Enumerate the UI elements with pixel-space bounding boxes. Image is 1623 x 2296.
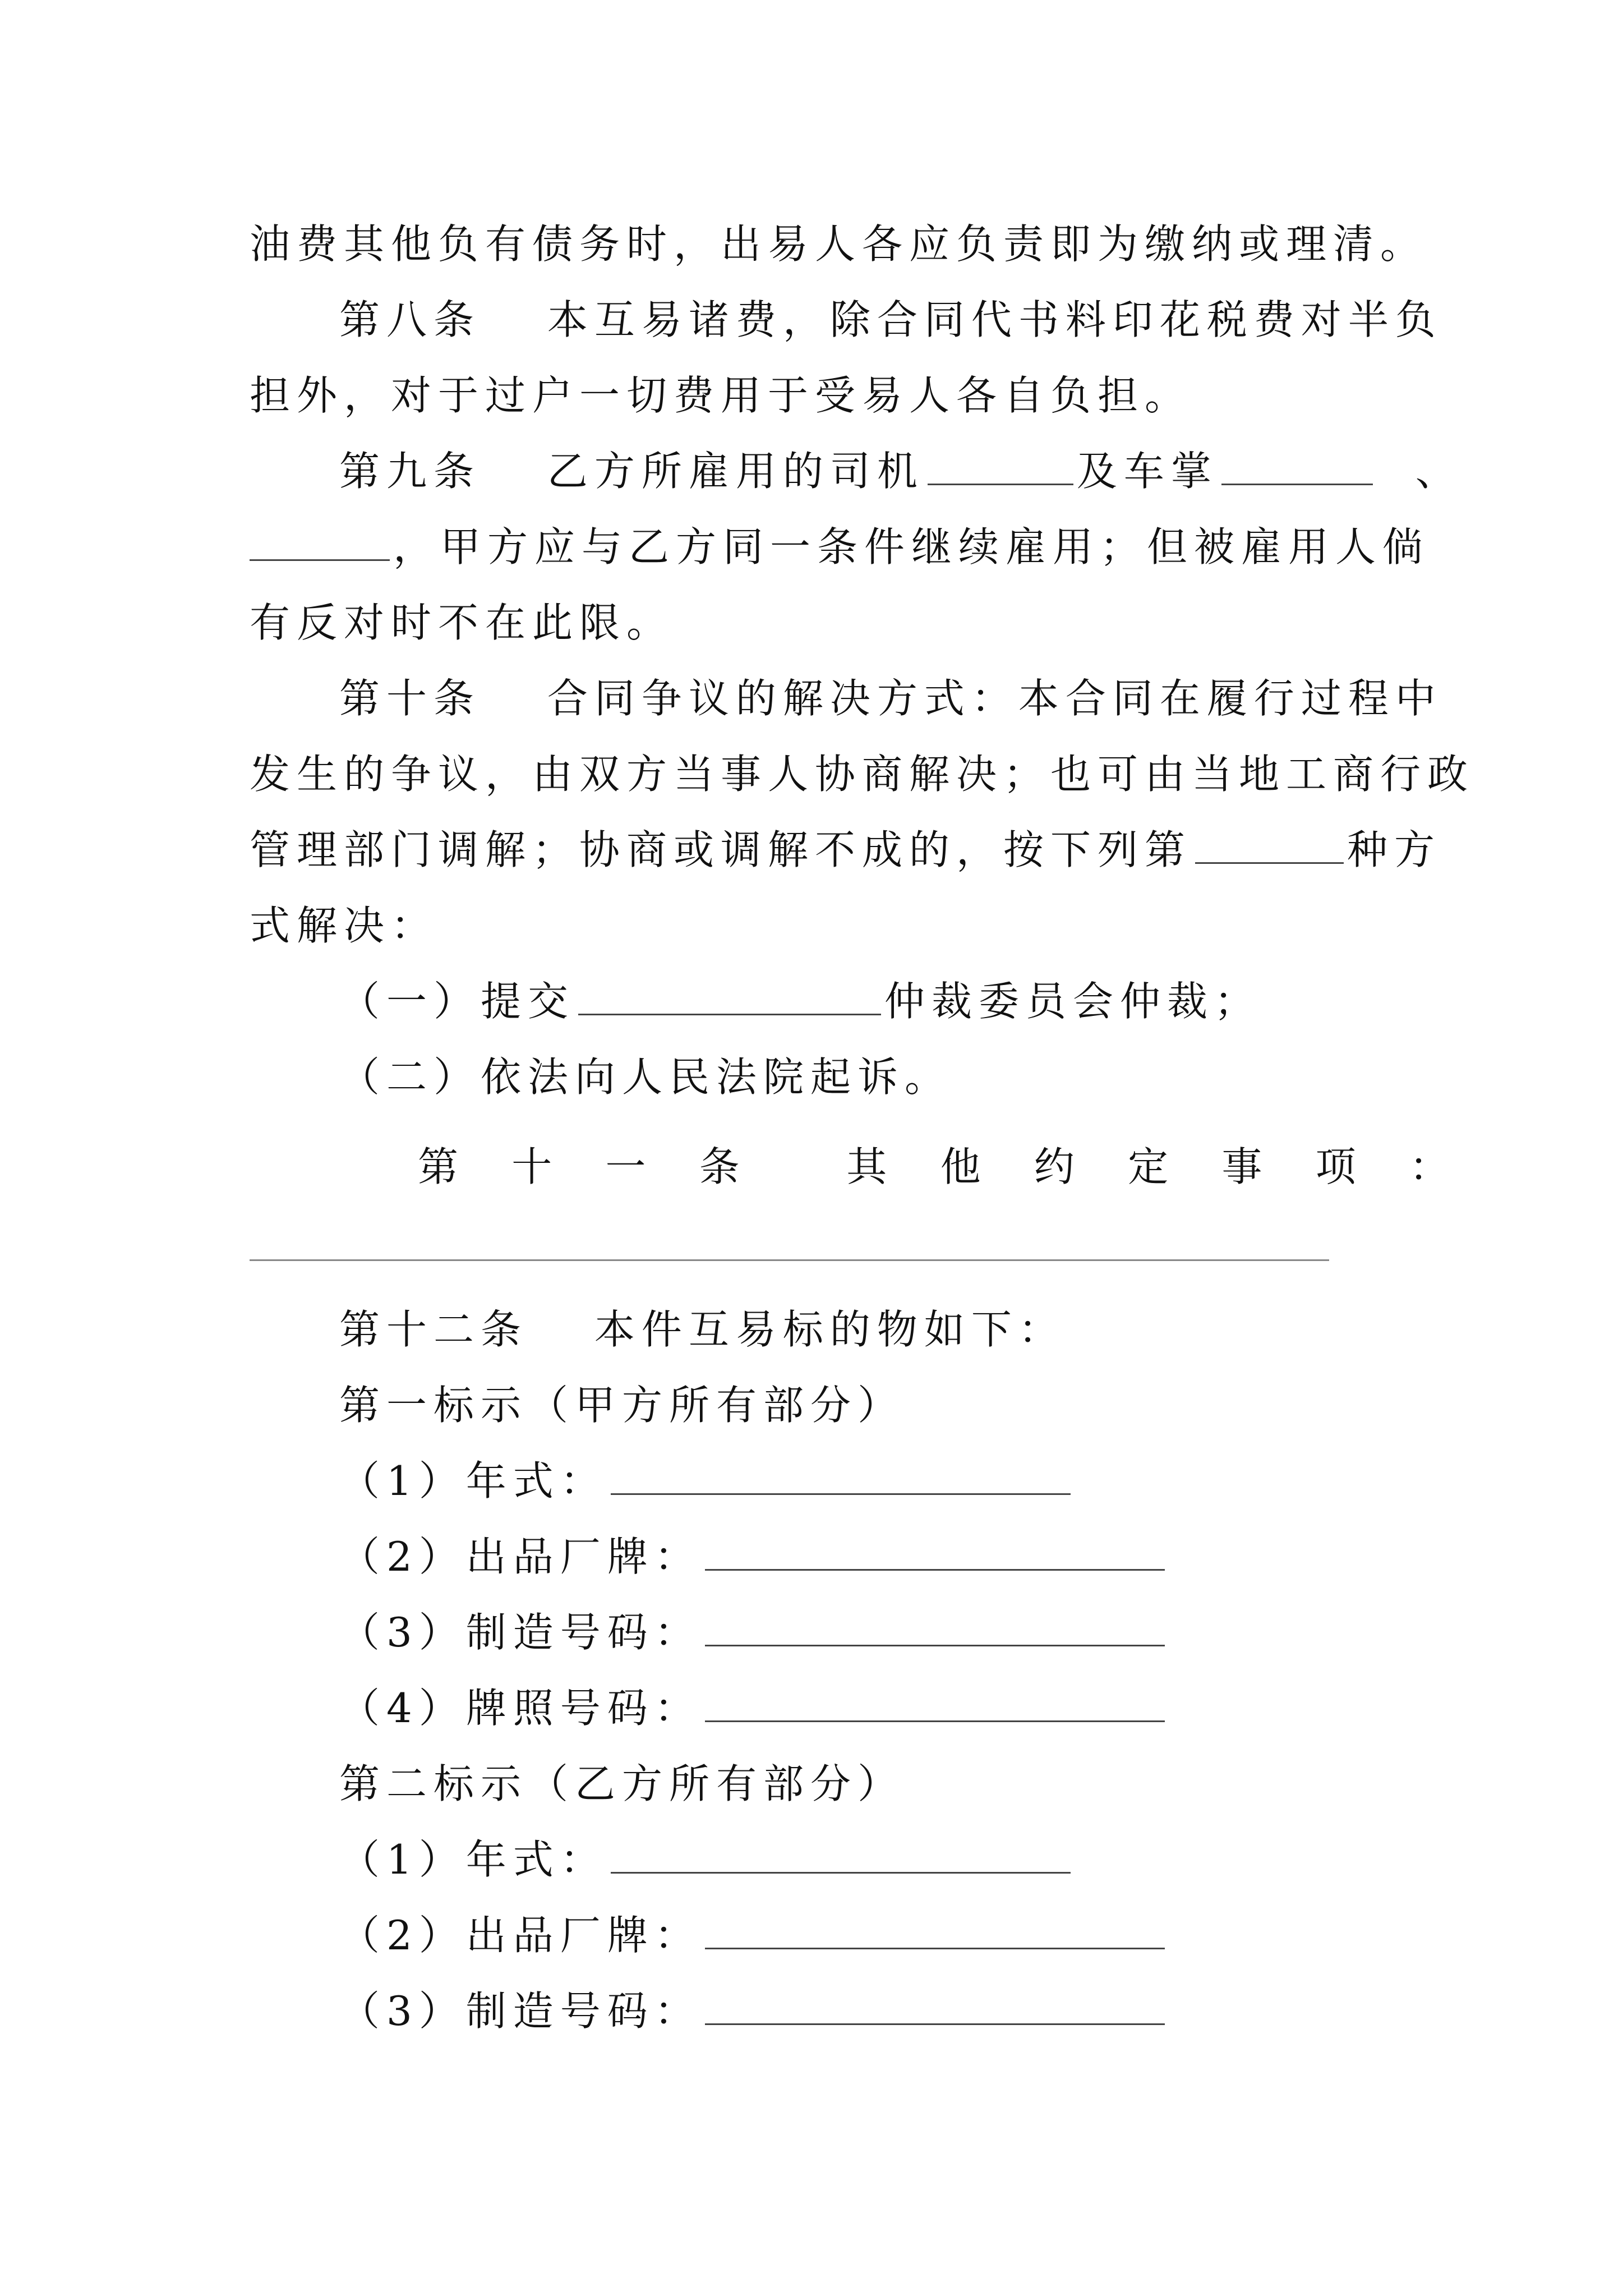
article-11-char: 其 xyxy=(846,1143,887,1190)
conductor-name-blank-2[interactable] xyxy=(250,527,390,561)
article-9-line-3: 有反对时不在此限。 xyxy=(250,599,674,646)
option-1-text-a: （一）提交 xyxy=(339,978,575,1025)
s1-plate-label: （4）牌照号码： xyxy=(339,1685,702,1732)
s2-serial-row xyxy=(339,1983,1483,2039)
article-9-text-d: ，甲方应与乙方同一条件继续雇用；但被雇用人倘 xyxy=(393,523,1430,570)
section-1-title: 第一标示（甲方所有部分） xyxy=(339,1382,905,1429)
article-9-text-a: 第九条 乙方所雇用的司机 xyxy=(339,448,924,495)
s1-brand-blank[interactable] xyxy=(705,1536,1165,1571)
s2-serial-blank[interactable] xyxy=(705,1991,1165,2025)
option-2-line: （二）依法向人民法院起诉。 xyxy=(339,1053,952,1101)
article-11-line xyxy=(418,1139,1450,1195)
article-10-text-b: 种方 xyxy=(1347,826,1442,873)
article-9-text-c: 、 xyxy=(1415,448,1463,495)
article-11-char: 他 xyxy=(940,1143,981,1190)
article-10-line-3 xyxy=(250,822,1442,878)
other-terms-blank-line[interactable] xyxy=(250,1259,1329,1261)
s1-brand-row xyxy=(339,1529,1483,1585)
s2-brand-row xyxy=(339,1907,1483,1963)
s1-brand-label: （2）出品厂牌： xyxy=(339,1533,702,1580)
paragraph-line: 油费其他负有债务时，出易人各应负责即为缴纳或理清。 xyxy=(250,220,1428,268)
section-2-title: 第二标示（乙方所有部分） xyxy=(339,1760,905,1807)
conductor-name-blank[interactable] xyxy=(1221,451,1373,485)
article-9-line-2 xyxy=(250,519,1430,575)
article-11-char: 定 xyxy=(1128,1143,1169,1190)
s1-plate-row xyxy=(339,1680,1483,1736)
article-10-text-a: 管理部门调解；协商或调解不成的，按下列第 xyxy=(250,826,1192,873)
s1-serial-row xyxy=(339,1604,1483,1660)
article-8-line-2: 担外，对于过户一切费用于受易人各自负担。 xyxy=(250,372,1192,419)
dispute-method-blank[interactable] xyxy=(1195,830,1344,864)
article-11-char: 十 xyxy=(511,1143,552,1190)
s1-plate-blank[interactable] xyxy=(705,1688,1165,1722)
article-11-char: 事 xyxy=(1221,1143,1262,1190)
article-10-line-4: 式解决： xyxy=(250,902,439,949)
article-11-char: 第 xyxy=(418,1143,459,1190)
s1-year-label: （1）年式： xyxy=(339,1457,607,1504)
article-11-char: 一 xyxy=(605,1143,646,1190)
article-11-char: 条 xyxy=(699,1143,740,1190)
s1-serial-blank[interactable] xyxy=(705,1612,1165,1646)
s1-serial-label: （3）制造号码： xyxy=(339,1609,702,1656)
article-10-line-1: 第十条 合同争议的解决方式：本合同在履行过程中 xyxy=(339,675,1442,722)
arbitration-committee-blank[interactable] xyxy=(578,981,881,1015)
option-1-line xyxy=(339,973,1483,1029)
article-11-char: 约 xyxy=(1034,1143,1075,1190)
s2-year-blank[interactable] xyxy=(611,1839,1071,1874)
s2-year-label: （1）年式： xyxy=(339,1836,607,1883)
s2-brand-blank[interactable] xyxy=(705,1915,1165,1949)
option-1-text-b: 仲裁委员会仲裁； xyxy=(884,978,1262,1025)
article-10-line-2: 发生的争议，由双方当事人协商解决；也可由当地工商行政 xyxy=(250,751,1475,798)
s1-year-row xyxy=(339,1453,1483,1509)
s2-year-row xyxy=(339,1832,1483,1888)
article-11-char: ： xyxy=(1409,1143,1450,1190)
driver-name-blank[interactable] xyxy=(928,451,1073,485)
s2-serial-label: （3）制造号码： xyxy=(339,1987,702,2035)
article-8-line-1: 第八条 本互易诸费，除合同代书料印花税费对半负 xyxy=(339,296,1442,343)
article-11-char: 项 xyxy=(1315,1143,1356,1190)
article-9-line-1 xyxy=(339,443,1483,499)
article-9-text-b: 及车掌 xyxy=(1076,448,1218,495)
article-12-line: 第十二条 本件互易标的物如下： xyxy=(339,1306,1066,1353)
s1-year-blank[interactable] xyxy=(611,1461,1071,1495)
s2-brand-label: （2）出品厂牌： xyxy=(339,1912,702,1959)
